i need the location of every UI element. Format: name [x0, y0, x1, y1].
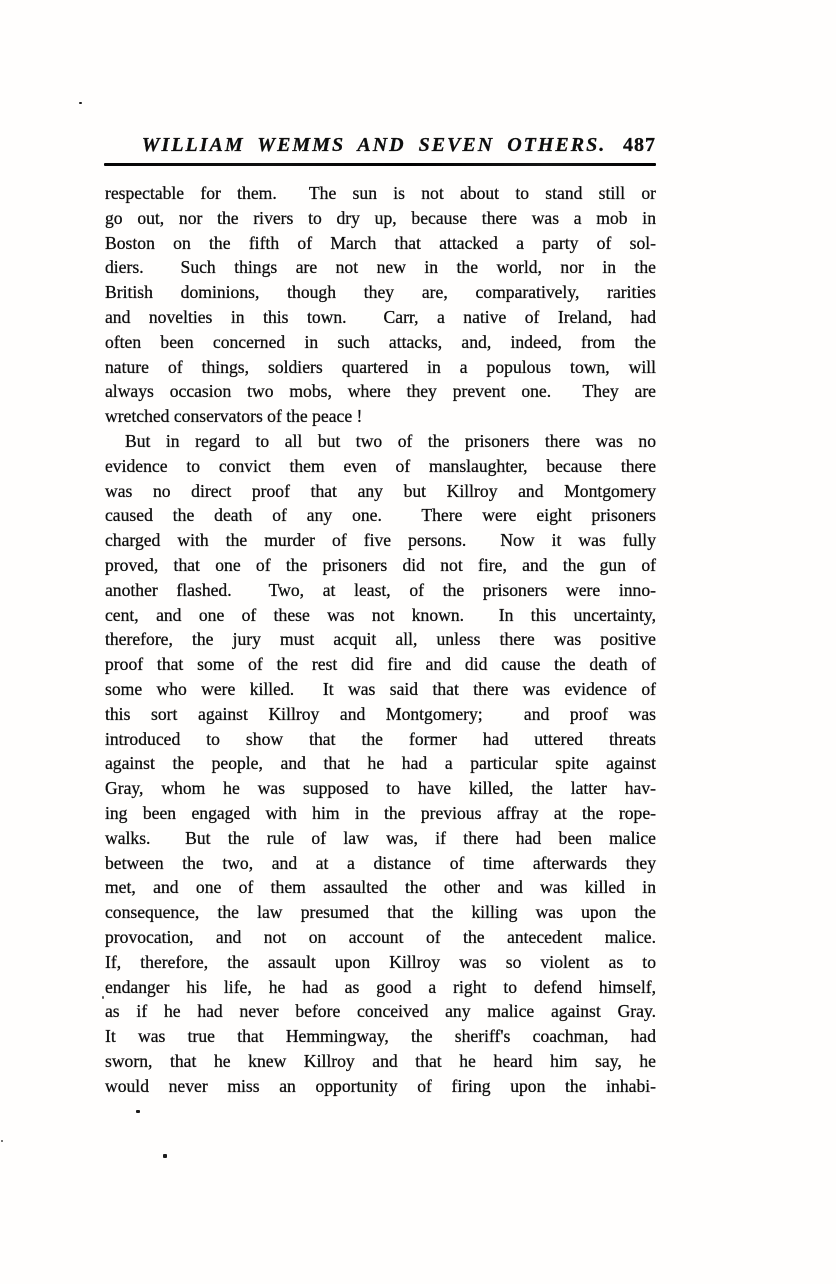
text-line: respectable for them. The sun is not about to stand still or — [105, 183, 656, 203]
text-line: between the two, and at a distance of time afterwards they — [105, 852, 656, 873]
text-line: this sort against Killroy and Montgomery; and proof was — [105, 703, 656, 724]
text-line: charged with the murder of five persons. Now it was fully — [105, 530, 656, 551]
scan-speck — [1, 1140, 3, 1142]
text-line: proof that some of the rest did fire and did cause the death of — [105, 654, 656, 675]
scan-speck — [136, 1110, 140, 1113]
text-line: often been concerned in such attacks, and, indeed, from the — [105, 331, 656, 352]
text-line: It was true that Hemmingway, the sheriff's coachman, had — [105, 1026, 656, 1047]
page-number: 487 — [623, 134, 656, 156]
text-line: would never miss an opportunity of firing upon the inhabi- — [105, 1075, 656, 1096]
text-line: wretched conservators of the peace ! — [105, 406, 363, 427]
text-line: sworn, that he knew Killroy and that he heard him say, he — [105, 1050, 656, 1071]
text-line: walks. But the rule of law was, if there had been malice — [105, 827, 656, 848]
text-line: cent, and one of these was not known. In this uncertainty, — [105, 604, 656, 625]
header-rule — [104, 163, 656, 166]
text-line: evidence to convict them even of manslaughter, because there — [105, 455, 656, 476]
text-line: introduced to show that the former had uttered threats — [105, 728, 656, 749]
text-line: endanger his life, he had as good a right to defend himself, — [105, 976, 656, 997]
text-line: against the people, and that he had a particular spite against — [105, 753, 656, 774]
scan-speck — [102, 996, 104, 999]
text-line: diers. Such things are not new in the world, nor in the — [105, 257, 656, 278]
paragraph — [105, 181, 656, 429]
text-line: and novelties in this town. Carr, a native of Ireland, had — [105, 306, 656, 327]
text-line: Boston on the fifth of March that attacked a party of sol- — [105, 232, 656, 253]
text-line: Gray, whom he was supposed to have killed, the latter hav- — [105, 778, 656, 799]
text-line: British dominions, though they are, comparatively, rarities — [105, 282, 656, 303]
paragraph — [105, 429, 656, 1099]
text-line: nature of things, soldiers quartered in a populous town, will — [105, 356, 656, 377]
text-line: some who were killed. It was said that there was evidence of — [105, 678, 656, 699]
text-line: as if he had never before conceived any malice against Gray. — [105, 1001, 656, 1022]
text-line: But in regard to all but two of the prisoners there was no — [125, 430, 656, 451]
running-header-title: WILLIAM WEMMS AND SEVEN OTHERS. — [141, 134, 607, 156]
text-line: met, and one of them assaulted the other and was killed in — [105, 877, 656, 898]
text-line: proved, that one of the prisoners did not fire, and the gun of — [105, 554, 656, 575]
scan-speck — [163, 1154, 167, 1158]
scan-speck — [79, 102, 82, 104]
text-line: ing been engaged with him in the previous affray at the rope- — [105, 802, 656, 823]
page-body — [105, 181, 656, 1098]
text-line: caused the death of any one. There were eight prisoners — [105, 505, 656, 526]
text-line: therefore, the jury must acquit all, unless there was positive — [105, 629, 656, 650]
text-line: go out, nor the rivers to dry up, because there was a mob in — [105, 207, 656, 228]
text-line: If, therefore, the assault upon Killroy was so violent as to — [105, 951, 656, 972]
text-line: always occasion two mobs, where they prevent one. They are — [105, 381, 656, 402]
text-line: consequence, the law presumed that the killing was upon the — [105, 902, 656, 923]
running-header — [105, 134, 656, 157]
text-line: another flashed. Two, at least, of the prisoners were inno- — [105, 579, 656, 600]
text-line: provocation, and not on account of the antecedent malice. — [105, 926, 656, 947]
text-line: was no direct proof that any but Killroy and Montgomery — [105, 480, 656, 501]
